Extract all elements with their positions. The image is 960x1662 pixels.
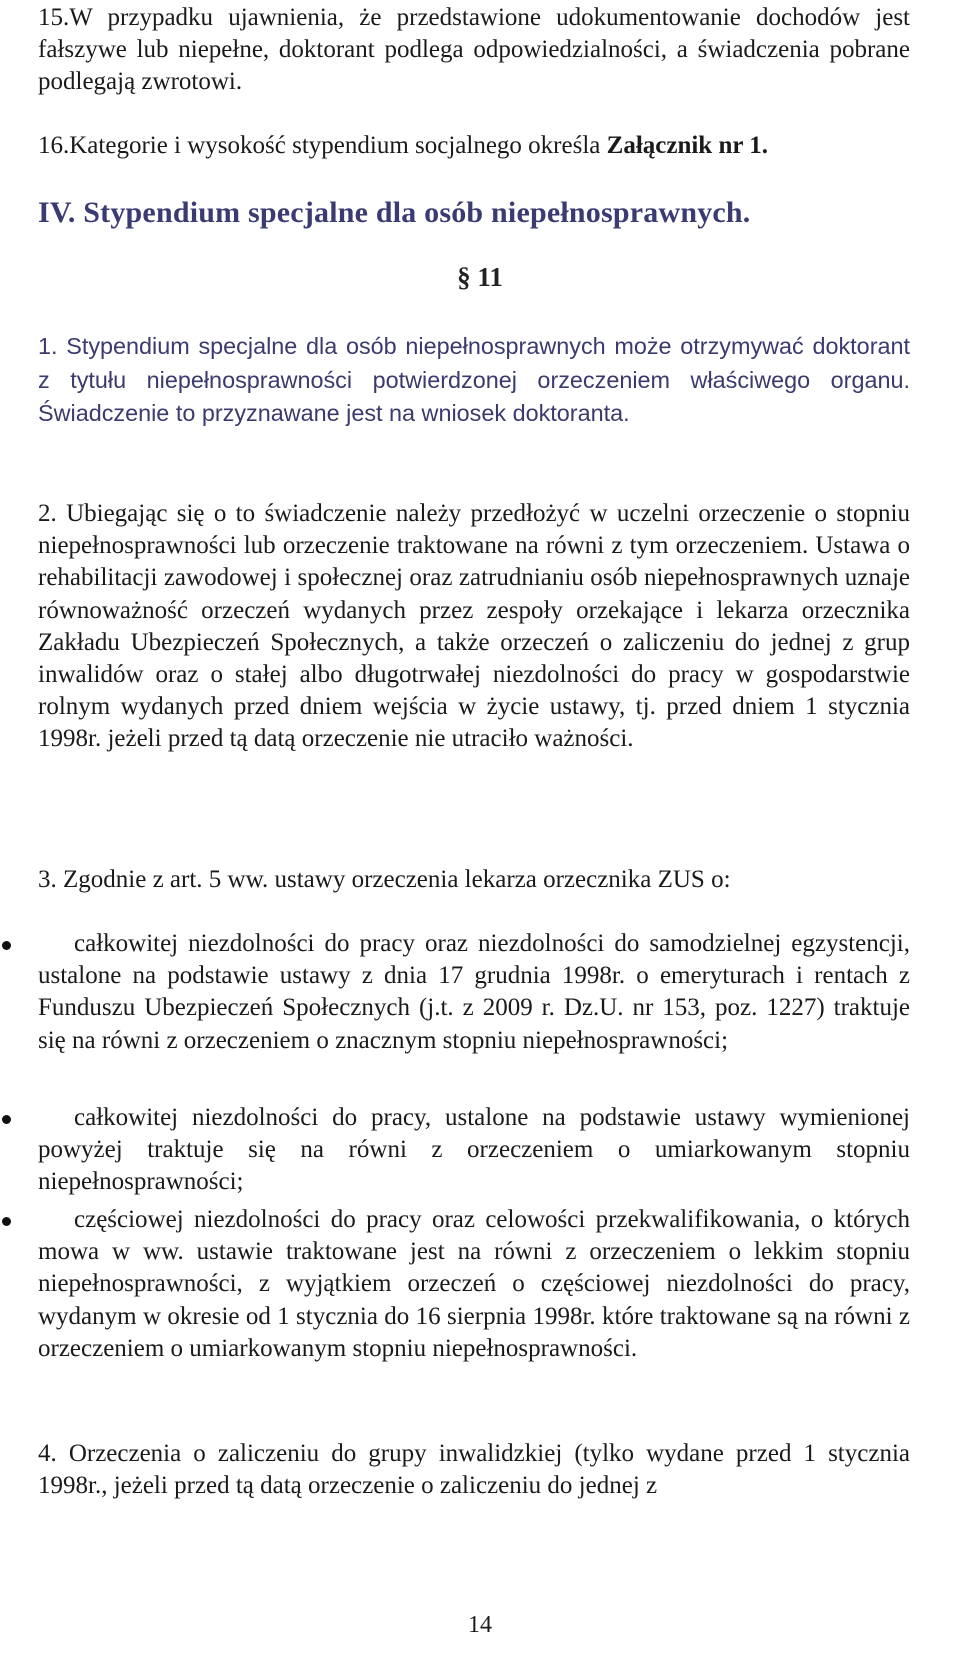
paragraph-3: 3. Zgodnie z art. 5 ww. ustawy orzeczenia lekarza orzecznika ZUS o: [38,866,731,893]
item-15: 15.W przypadku ujawnienia, że przedstawione udokumentowanie dochodów jest fałszywe lub niepełne, doktorant podlega odpowiedzialności, a świadczenia pobrane podlegają zwrotowi. [38,4,910,96]
item-16-text: 16.Kategorie i wysokość stypendium socjalnego określa [38,132,607,159]
bullet-text: całkowitej niezdolności do pracy oraz niezdolności do samodzielnej egzystencji, ustalone na podstawie ustawy z dnia 17 grudnia 1998r. o emeryturach i rentach z Funduszu Ubezpieczeń Społecznych (j.t. z 2009 r. Dz.U. nr 153, poz. 1227) traktuje się na równi z orzeczeniem o znacznym stopniu niepełnosprawności; [38,930,910,1054]
paragraph-1: 1. Stypendium specjalne dla osób niepełnosprawnych może otrzymywać doktorant z tytułu niepełnosprawności potwierdzonej orzeczeniem właściwego organu. Świadczenie to przyznawane jest na wniosek doktoranta. [38,333,910,426]
paragraph-sign: § 11 [457,262,503,292]
bullet-dot-icon [2,941,11,950]
item-16 [38,130,910,162]
page-number: 14 [468,1612,492,1638]
bullet-text: częściowej niezdolności do pracy oraz celowości przekwalifikowania, o których mowa w ww. ustawie traktowane jest na równi z orzeczeniem o lekkim stopniu niepełnosprawności, z wyjątkiem orzeczeń o częściowej niezdolności do pracy, wydanym w okresie od 1 stycznia do 16 sierpnia 1998r. które traktowane są na równi z orzeczeniem o umiarkowanym stopniu niepełnosprawności. [38,1206,910,1362]
section-heading: IV. Stypendium specjalne dla osób niepełnosprawnych. [38,196,751,229]
bullet-dot-icon [2,1115,11,1124]
paragraph-4: 4. Orzeczenia o zaliczeniu do grupy inwalidzkiej (tylko wydane przed 1 stycznia 1998r., jeżeli przed tą datą orzeczenie o zaliczeniu do jednej z [38,1440,910,1500]
annex-reference: Załącznik nr 1. [606,132,769,159]
bullet-dot-icon [2,1217,11,1226]
bullet-text: całkowitej niezdolności do pracy, ustalone na podstawie ustawy wymienionej powyżej traktuje się na równi z orzeczeniem o umiarkowanym stopniu niepełnosprawności; [38,1104,910,1196]
paragraph-2: 2. Ubiegając się o to świadczenie należy przedłożyć w uczelni orzeczenie o stopniu niepełnosprawności lub orzeczenie traktowane na równi z tym orzeczeniem. Ustawa o rehabilitacji zawodowej i społecznej oraz zatrudnianiu osób niepełnosprawnych uznaje równoważność orzeczeń wydanych przez zespoły orzekające i lekarza orzecznika Zakładu Ubezpieczeń Społecznych, a także orzeczeń o zaliczeniu do jednej z grup inwalidów oraz o stałej albo długotrwałej niezdolności do pracy w gospodarstwie rolnym wydanych przed dniem wejścia w życie ustawy, tj. przed dniem 1 stycznia 1998r. jeżeli przed tą datą orzeczenie nie utraciło ważności. [38,500,910,753]
